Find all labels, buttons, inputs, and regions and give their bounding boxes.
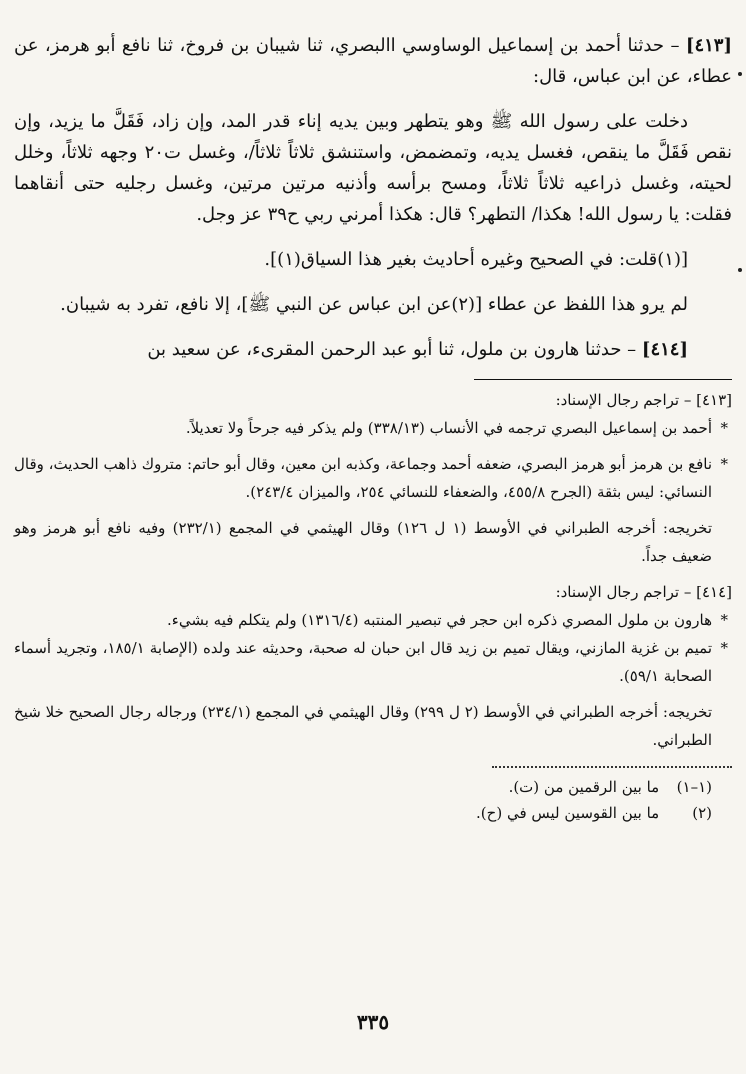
footnote-number: (١–١) — [676, 778, 712, 796]
footnote-text: ما بين القوسين ليس في (ح). — [476, 804, 660, 822]
entry-text: نافع بن هرمز أبو هرمز البصري، ضعفه أحمد وجماعة، وكذبه ابن معين، وقال أبو حاتم: متروك ذاهب الحديث، وقال النسائي: ليس بثقة (الجرح ٤٥٥/٨، والضعفاء للنسائي ٢٥٤، والميزان ٢٤٣/٤). — [14, 455, 712, 501]
notes-413-head: [٤١٣] – تراجم رجال الإسناد: — [555, 391, 732, 409]
notes-413-takhrij: تخريجه: أخرجه الطبراني في الأوسط (١ ل ١٢٦) وقال الهيثمي في المجمع (٢٣٢/١) وفيه نافع أبو هرمز وهو ضعيف جداً. — [14, 519, 713, 565]
footnote-text: ما بين الرقمين من (ت). — [508, 778, 660, 796]
hadith-414-number: [٤١٤] — [641, 339, 688, 360]
notes-divider — [474, 379, 732, 380]
scan-speck — [738, 268, 742, 272]
hadith-414-isnad: – حدثنا هارون بن ملول، ثنا أبو عبد الرحمن المقرىء، عن سعيد بن — [147, 339, 637, 360]
notes-414-takhrij: تخريجه: أخرجه الطبراني في الأوسط (٢ ل ٢٩٩) وقال الهيثمي في المجمع (٢٣٤/١) ورجاله رجال الصحيح خلا شيخ الطبراني. — [14, 703, 713, 749]
footnote-2 — [14, 800, 732, 826]
page — [14, 30, 732, 1074]
star-icon: * — [720, 611, 728, 629]
notes-section — [14, 386, 732, 754]
notes-414-entry-2 — [14, 634, 732, 690]
entry-text: هارون بن ملول المصري ذكره ابن حجر في تبصير المنتبه (١٣١٦/٤) ولم يتكلم فيه بشيء. — [167, 611, 712, 629]
hadith-413-number: [٤١٣] — [685, 35, 732, 56]
hadith-413-qultu: [(١)قلت: في الصحيح وغيره أحاديث بغير هذا السياق(١)]. — [264, 249, 688, 270]
footnote-number: (٢) — [692, 804, 712, 822]
hadith-413-isnad: – حدثنا أحمد بن إسماعيل الوساوسي االبصري، ثنا شيبان بن فروخ، ثنا نافع أبو هرمز، عن عطاء، عن ابن عباس، قال: — [14, 35, 732, 87]
page-number: ٣٣٥ — [356, 1010, 390, 1034]
star-icon: * — [720, 419, 728, 437]
hadith-414-intro — [14, 334, 732, 365]
footnote-divider — [492, 766, 732, 768]
hadith-413-intro — [14, 30, 732, 92]
notes-413-entry-2 — [14, 450, 732, 506]
entry-text: أحمد بن إسماعيل البصري ترجمه في الأنساب (٣٣٨/١٣) ولم يذكر فيه جرحاً ولا تعديلاً. — [185, 419, 712, 437]
hadith-413-lam-yarwi: لم يرو هذا اللفظ عن عطاء [(٢)عن ابن عباس عن النبي ﷺ]، إلا نافع، تفرد به شيبان. — [60, 294, 688, 315]
entry-text: تميم بن غزية المازني، ويقال تميم بن زيد قال ابن حبان له صحبة، وحديثه عند ولده (الإصابة ١٨٥/١، وتجريد أسماء الصحابة ٥٩/١). — [14, 639, 712, 685]
footnote-1 — [14, 774, 732, 800]
notes-414-head: [٤١٤] – تراجم رجال الإسناد: — [555, 583, 732, 601]
hadith-413-body: دخلت على رسول الله ﷺ وهو يتطهر وبين يديه إناء قدر المد، وإن زاد، فَقَلَّ ما يزيد، وإن نقص فَقَلَّ ما ينقص، فغسل يديه، وتمضمض، واستنشق ثلاثاً ثلاثاً/، وغسل ت٢٠ وجهه ثلاثاً، وخلل لحيته، وغسل ذراعيه ثلاثاً ثلاثاً، ومسح برأسه وأذنيه مرتين مرتين، وغسل رجليه حتى أنقاهما فقلت: يا رسول الله! هكذا/ التطهر؟ قال: هكذا أمرني ربي ح٣٩ عز وجل. — [14, 111, 732, 225]
main-text — [14, 30, 732, 365]
notes-414-entry-1 — [14, 606, 732, 634]
star-icon: * — [720, 639, 728, 657]
notes-413-entry-1 — [14, 414, 732, 442]
star-icon: * — [720, 455, 728, 473]
scan-speck — [738, 72, 742, 76]
